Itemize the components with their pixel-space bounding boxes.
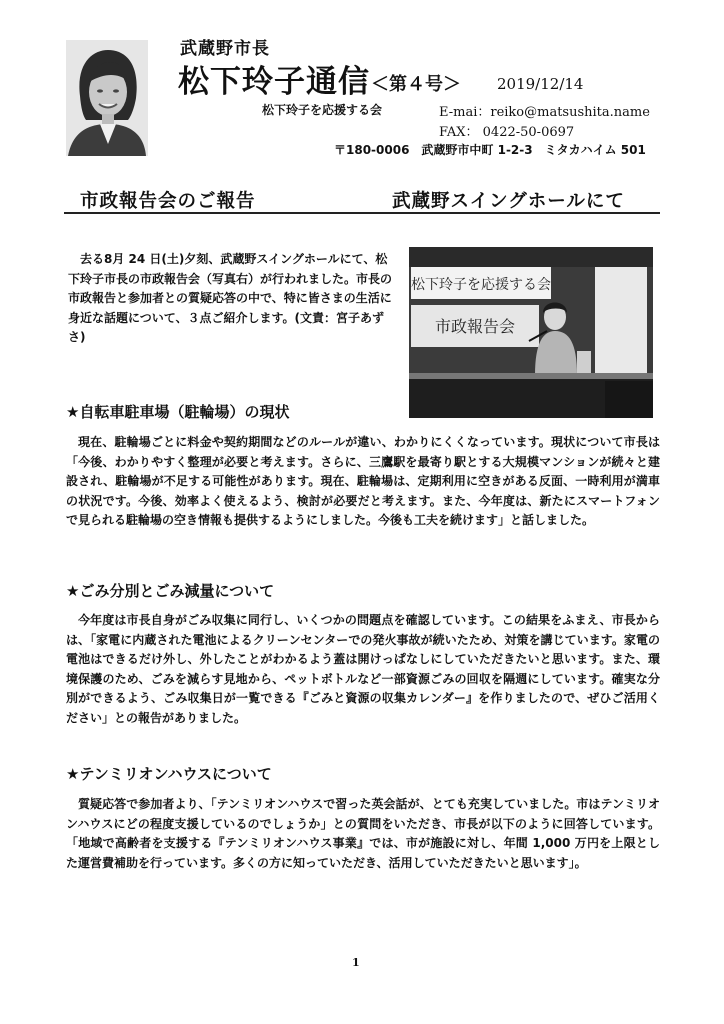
contact-address: 〒180-0006 武蔵野市中町 1-2-3 ミタカハイム 501 [334,143,646,157]
portrait-image [66,40,148,156]
article-body-bicycle-parking: 現在、駐輪場ごとに料金や契約期間などのルールが違い、わかりにくくなっています。現状について市長は「今後、わかりやすく整理が必要と考えます。さらに、三鷹駅を最寄り駅とする大規模マンションが続々と建設され、駐輪場が不足する可能性があります。現在、駐輪場は、定期利用に空きがある反面、一時利用が満車の状況です。今後、効率よく使えるよう、検討が必要だと考えます。また、今年度は、新たにスマートフォンで見られる駐輪場の空き情報も提供するようにしました。今後も工夫を続けます」と話しました。 [66,435,660,527]
newsletter-title: 松下玲子通信 [178,64,370,100]
intro-paragraph: 去る8月 24 日(土)夕刻、武蔵野スイングホールにて、松下玲子市長の市政報告会（写真右）が行われました。市長の市政報告と参加者との質疑応答の中で、特に皆さまの生活に身近な話題について、３点ご紹介します。(文責：宮子あずさ) [68,252,393,344]
support-group-name: 松下玲子を応援する会 [262,103,383,117]
section-venue: 武蔵野スイングホールにて [392,191,625,212]
photo-banner-line2: 市政報告会 [434,317,516,336]
issue-number: ＜第４号＞ [371,74,461,95]
meeting-photo-image [409,247,653,418]
article-heading-garbage: ★ごみ分別とごみ減量について [66,582,275,600]
section-title: 市政報告会のご報告 [80,191,256,212]
section-divider [64,212,660,214]
article-heading-ten-million-house: ★テンミリオンハウスについて [66,765,272,783]
article-body-ten-million-house: 質疑応答で参加者より、「テンミリオンハウスで習った英会話が、とても充実していました。市はテンミリオンハウスにどの程度支援しているのでしょうか」との質問をいただき、市長が以下のように回答しています。「地域で高齢者を支援する『テンミリオンハウス事業』では、市が施設に対し、年間 1,000 万円を上限とした運営費補助を行っています。多くの方に知っていただき、活用していただきたいと思います」。 [66,797,660,870]
report-meeting-photo [409,247,653,418]
mayor-portrait-photo [66,40,148,156]
contact-email: E-mai：reiko@matsushita.name [439,105,650,120]
article-body-garbage: 今年度は市長自身がごみ収集に同行し、いくつかの問題点を確認しています。この結果をふまえ、市長からは、「家電に内蔵された電池によるクリーンセンターでの発火事故が続いたため、対策を講じています。家電の電池はできるだけ外し、外したことがわかるよう蓋は開けっぱなしにしていただきたいと思います。また、環境保護のため、ごみを減らす見地から、ペットボトルなど一部資源ごみの回収を隔週にしています。確実な分別ができるよう、ごみ収集日が一覧できる『ごみと資源の収集カレンダー』を作りましたので、ぜひご活用ください」との報告がありました。 [66,613,660,725]
page-number: 1 [352,956,360,969]
mayor-label: 武蔵野市長 [180,39,270,59]
photo-banner-line1: 松下玲子を応援する会 [411,277,551,293]
article-heading-bicycle-parking: ★自転車駐車場（駐輪場）の現状 [66,403,290,421]
issue-date: 2019/12/14 [497,75,584,93]
contact-fax: FAX： 0422-50-0697 [439,125,575,140]
